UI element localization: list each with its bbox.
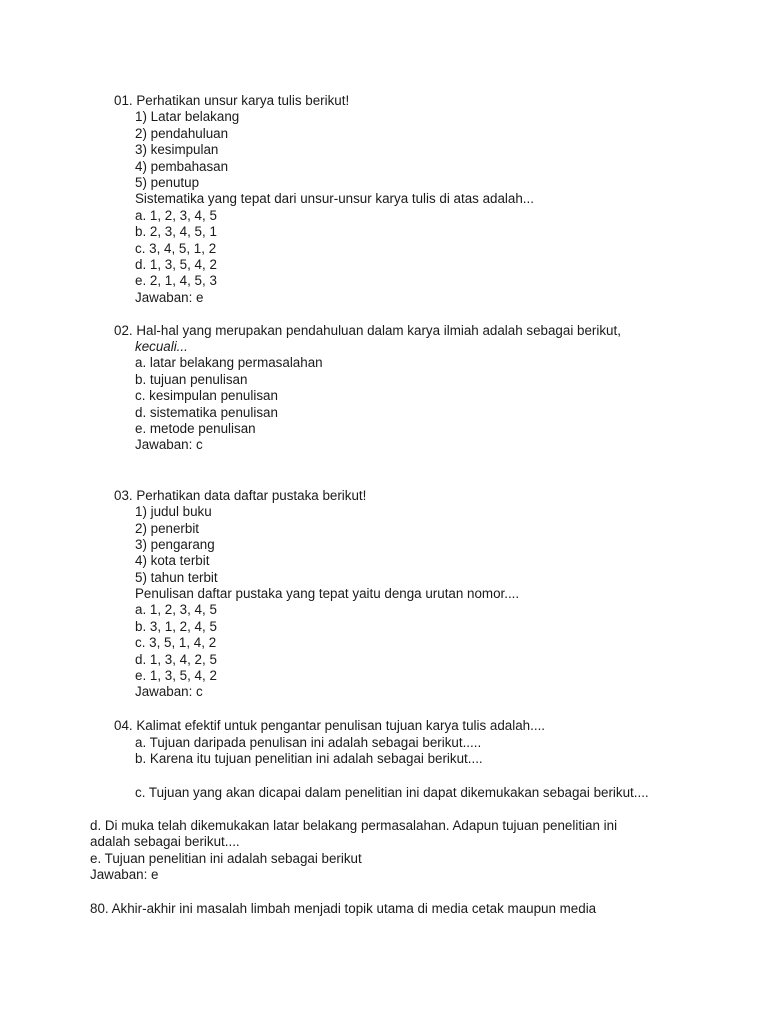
question-01-text: 01. Perhatikan unsur karya tulis berikut! bbox=[114, 93, 350, 108]
question-03-text: 03. Perhatikan data daftar pustaka berikut! bbox=[114, 488, 367, 503]
question-03-option-d: d. 1, 3, 4, 2, 5 bbox=[135, 652, 217, 667]
question-04-option-e: e. Tujuan penelitian ini adalah sebagai berikut bbox=[90, 851, 362, 866]
question-01-item-3: 3) kesimpulan bbox=[135, 142, 219, 157]
question-04-option-b: b. Karena itu tujuan penelitian ini adalah sebagai berikut.... bbox=[135, 751, 483, 766]
question-01-option-b: b. 2, 3, 4, 5, 1 bbox=[135, 224, 217, 239]
question-03-prompt: Penulisan daftar pustaka yang tepat yaitu denga urutan nomor.... bbox=[135, 586, 520, 601]
question-03-option-e: e. 1, 3, 5, 4, 2 bbox=[135, 668, 217, 683]
question-04-answer: Jawaban: e bbox=[90, 867, 159, 882]
question-02-option-b: b. tujuan penulisan bbox=[135, 372, 248, 387]
question-02-option-e: e. metode penulisan bbox=[135, 421, 256, 436]
question-03-option-a: a. 1, 2, 3, 4, 5 bbox=[135, 602, 217, 617]
question-04-text: 04. Kalimat efektif untuk pengantar penulisan tujuan karya tulis adalah.... bbox=[114, 718, 546, 733]
question-03-item-2: 2) penerbit bbox=[135, 521, 200, 536]
question-01-option-c: c. 3, 4, 5, 1, 2 bbox=[135, 241, 217, 256]
question-02-option-a: a. latar belakang permasalahan bbox=[135, 355, 323, 370]
question-02-option-d: d. sistematika penulisan bbox=[135, 405, 278, 420]
question-02-text-cont: kecuali... bbox=[135, 339, 188, 354]
question-01-item-1: 1) Latar belakang bbox=[135, 109, 240, 124]
question-04-option-c: c. Tujuan yang akan dicapai dalam penelitian ini dapat dikemukakan sebagai berikut.... bbox=[135, 785, 649, 800]
question-03-item-5: 5) tahun terbit bbox=[135, 570, 218, 585]
question-03-option-c: c. 3, 5, 1, 4, 2 bbox=[135, 635, 217, 650]
question-02-text: 02. Hal-hal yang merupakan pendahuluan dalam karya ilmiah adalah sebagai berikut, bbox=[114, 323, 621, 338]
question-80-text: 80. Akhir-akhir ini masalah limbah menjadi topik utama di media cetak maupun media bbox=[90, 901, 597, 916]
question-01-item-2: 2) pendahuluan bbox=[135, 126, 229, 141]
question-01-item-4: 4) pembahasan bbox=[135, 159, 229, 174]
question-01-option-a: a. 1, 2, 3, 4, 5 bbox=[135, 208, 217, 223]
question-01-prompt: Sistematika yang tepat dari unsur-unsur karya tulis di atas adalah... bbox=[135, 191, 534, 206]
question-04-option-d: d. Di muka telah dikemukakan latar belakang permasalahan. Adapun tujuan penelitian ini bbox=[90, 818, 618, 833]
question-03-item-1: 1) judul buku bbox=[135, 504, 212, 519]
question-03-item-4: 4) kota terbit bbox=[135, 553, 210, 568]
question-03-item-3: 3) pengarang bbox=[135, 537, 215, 552]
question-01-answer: Jawaban: e bbox=[135, 290, 204, 305]
question-02-option-c: c. kesimpulan penulisan bbox=[135, 388, 278, 403]
question-04-option-d-cont: adalah sebagai berikut.... bbox=[90, 834, 240, 849]
question-04-option-a: a. Tujuan daripada penulisan ini adalah sebagai berikut..... bbox=[135, 735, 482, 750]
question-01-item-5: 5) penutup bbox=[135, 175, 200, 190]
question-03-answer: Jawaban: c bbox=[135, 684, 203, 699]
question-03-option-b: b. 3, 1, 2, 4, 5 bbox=[135, 619, 217, 634]
question-01-option-e: e. 2, 1, 4, 5, 3 bbox=[135, 273, 217, 288]
question-02-answer: Jawaban: c bbox=[135, 437, 203, 452]
question-01-option-d: d. 1, 3, 5, 4, 2 bbox=[135, 257, 217, 272]
